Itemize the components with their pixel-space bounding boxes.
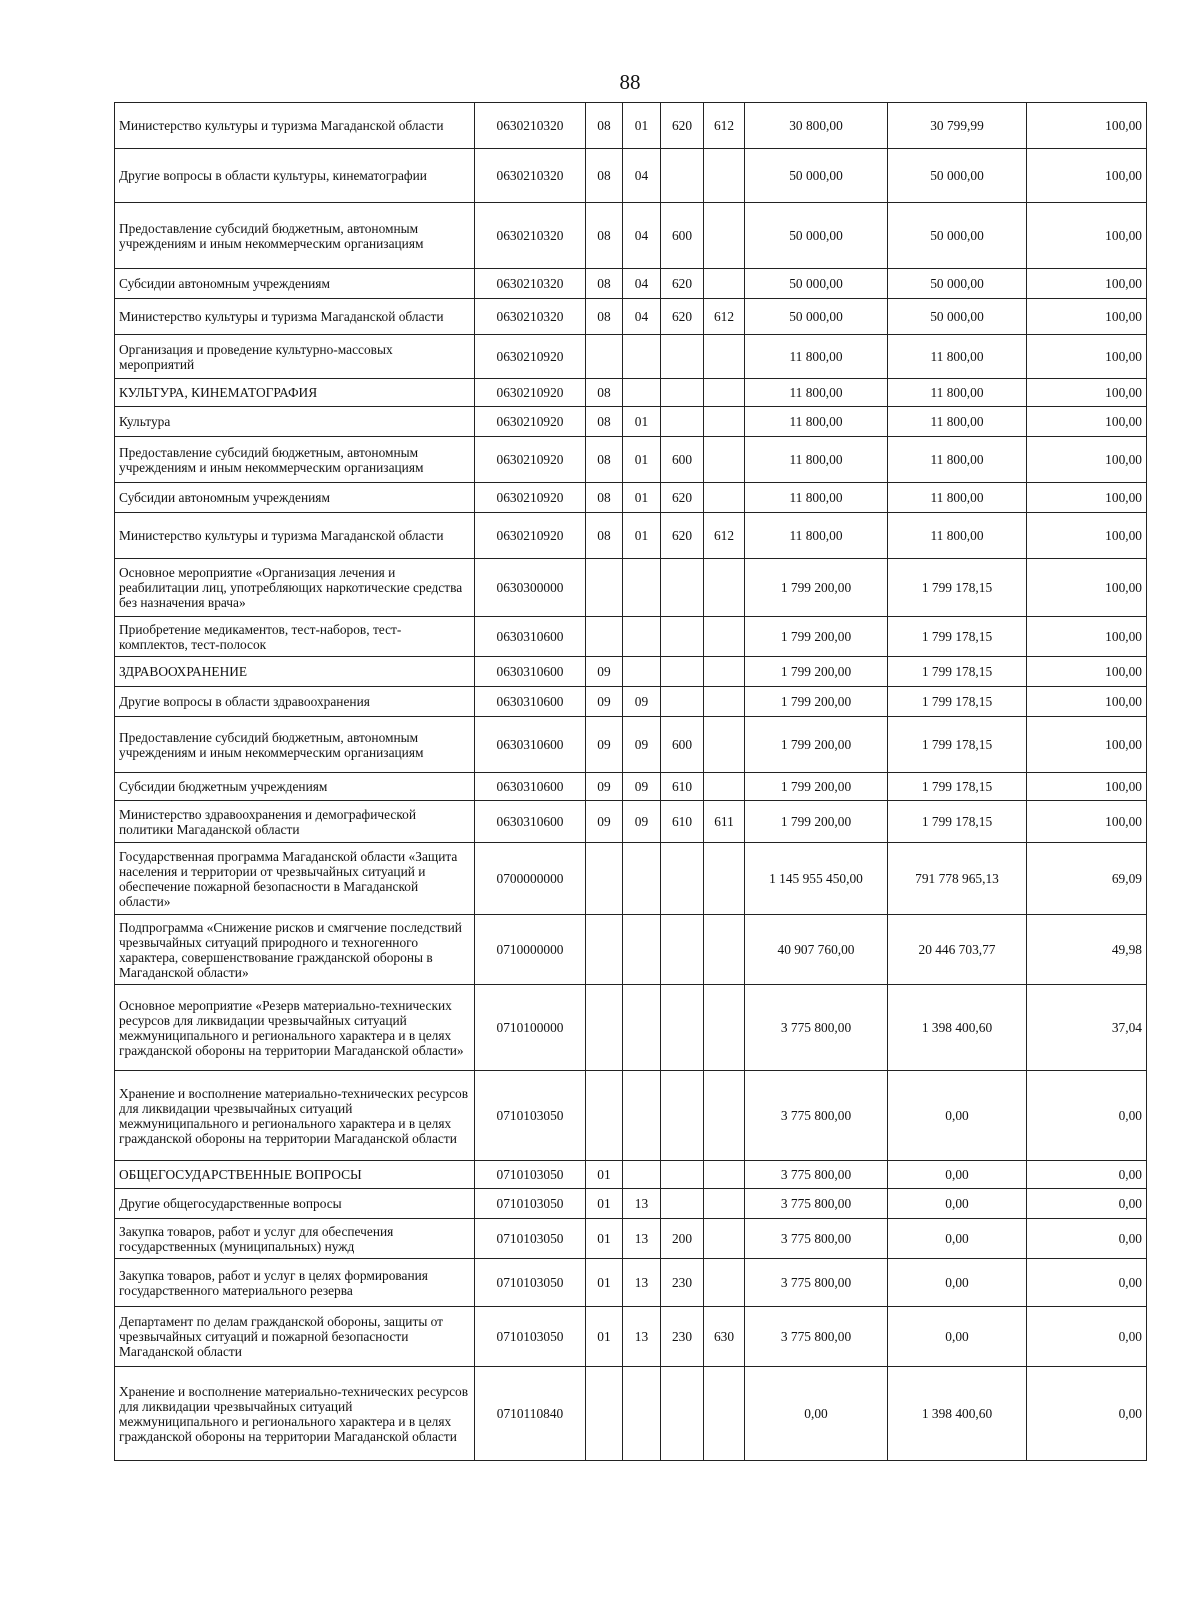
row-executed: 0,00	[888, 1189, 1027, 1219]
table-row	[115, 1071, 1147, 1161]
row-percent: 100,00	[1027, 773, 1147, 801]
row-executed: 0,00	[888, 1161, 1027, 1189]
row-planned: 3 775 800,00	[745, 1307, 888, 1367]
row-subsection: 04	[623, 269, 661, 299]
row-code: 0710000000	[475, 915, 586, 985]
row-executed: 50 000,00	[888, 299, 1027, 335]
row-section	[586, 1071, 623, 1161]
row-code: 0700000000	[475, 843, 586, 915]
row-section: 01	[586, 1307, 623, 1367]
row-planned: 1 799 200,00	[745, 617, 888, 657]
row-subsection	[623, 915, 661, 985]
row-planned: 50 000,00	[745, 269, 888, 299]
row-planned: 3 775 800,00	[745, 1161, 888, 1189]
row-section: 08	[586, 203, 623, 269]
row-section	[586, 985, 623, 1071]
row-name: Основное мероприятие «Резерв материально-технических ресурсов для ликвидации чрезвычайных ситуаций межмуниципального и регионального характера и в целях гражданской обороны на территории Магаданской области»	[115, 985, 475, 1071]
row-section: 08	[586, 149, 623, 203]
row-section: 01	[586, 1219, 623, 1259]
row-code: 0710103050	[475, 1219, 586, 1259]
row-name: Другие общегосударственные вопросы	[115, 1189, 475, 1219]
row-expense-type	[661, 379, 704, 407]
table-row	[115, 149, 1147, 203]
table-row	[115, 1367, 1147, 1461]
row-admin-code	[704, 437, 745, 483]
row-code: 0710103050	[475, 1071, 586, 1161]
row-name: Министерство культуры и туризма Магаданской области	[115, 103, 475, 149]
row-expense-type	[661, 1367, 704, 1461]
row-admin-code	[704, 1071, 745, 1161]
row-subsection	[623, 985, 661, 1071]
row-percent: 100,00	[1027, 559, 1147, 617]
row-planned: 11 800,00	[745, 483, 888, 513]
row-admin-code	[704, 1161, 745, 1189]
row-section: 09	[586, 773, 623, 801]
row-expense-type	[661, 617, 704, 657]
row-subsection: 13	[623, 1219, 661, 1259]
row-expense-type	[661, 335, 704, 379]
row-name: Субсидии автономным учреждениям	[115, 483, 475, 513]
table-row	[115, 1219, 1147, 1259]
row-subsection: 04	[623, 299, 661, 335]
row-admin-code	[704, 559, 745, 617]
row-planned: 11 800,00	[745, 407, 888, 437]
table-row	[115, 1259, 1147, 1307]
row-subsection: 13	[623, 1259, 661, 1307]
row-expense-type: 620	[661, 483, 704, 513]
row-expense-type	[661, 1189, 704, 1219]
row-admin-code	[704, 687, 745, 717]
row-name: Государственная программа Магаданской области «Защита населения и территории от чрезвычайных ситуаций и обеспечение пожарной безопасности в Магаданской области»	[115, 843, 475, 915]
row-executed: 1 799 178,15	[888, 657, 1027, 687]
row-section	[586, 559, 623, 617]
row-name: Культура	[115, 407, 475, 437]
row-executed: 11 800,00	[888, 407, 1027, 437]
table-row	[115, 483, 1147, 513]
budget-execution-table	[114, 102, 1147, 1461]
row-admin-code	[704, 1189, 745, 1219]
row-section	[586, 843, 623, 915]
row-percent: 0,00	[1027, 1259, 1147, 1307]
row-name: Закупка товаров, работ и услуг для обеспечения государственных (муниципальных) нужд	[115, 1219, 475, 1259]
row-admin-code	[704, 1259, 745, 1307]
row-percent: 100,00	[1027, 335, 1147, 379]
row-executed: 1 799 178,15	[888, 717, 1027, 773]
row-subsection	[623, 617, 661, 657]
row-name: Предоставление субсидий бюджетным, автономным учреждениям и иным некоммерческим организациям	[115, 437, 475, 483]
row-admin-code: 630	[704, 1307, 745, 1367]
row-name: Предоставление субсидий бюджетным, автономным учреждениям и иным некоммерческим организациям	[115, 717, 475, 773]
row-percent: 0,00	[1027, 1161, 1147, 1189]
row-name: ЗДРАВООХРАНЕНИЕ	[115, 657, 475, 687]
row-code: 0630310600	[475, 801, 586, 843]
row-name: Организация и проведение культурно-массовых мероприятий	[115, 335, 475, 379]
table-row	[115, 379, 1147, 407]
row-executed: 11 800,00	[888, 379, 1027, 407]
table-row	[115, 103, 1147, 149]
row-planned: 3 775 800,00	[745, 1219, 888, 1259]
row-executed: 1 799 178,15	[888, 687, 1027, 717]
row-code: 0710110840	[475, 1367, 586, 1461]
row-expense-type: 620	[661, 269, 704, 299]
row-executed: 0,00	[888, 1259, 1027, 1307]
row-percent: 37,04	[1027, 985, 1147, 1071]
row-subsection: 09	[623, 773, 661, 801]
row-percent: 100,00	[1027, 687, 1147, 717]
row-name: Предоставление субсидий бюджетным, автономным учреждениям и иным некоммерческим организациям	[115, 203, 475, 269]
row-planned: 11 800,00	[745, 437, 888, 483]
row-admin-code	[704, 985, 745, 1071]
row-planned: 0,00	[745, 1367, 888, 1461]
row-executed: 0,00	[888, 1307, 1027, 1367]
row-name: Подпрограмма «Снижение рисков и смягчение последствий чрезвычайных ситуаций природного и техногенного характера, совершенствование гражданской обороны в Магаданской области»	[115, 915, 475, 985]
row-percent: 0,00	[1027, 1219, 1147, 1259]
row-planned: 1 799 200,00	[745, 717, 888, 773]
row-expense-type: 600	[661, 203, 704, 269]
row-section: 09	[586, 801, 623, 843]
row-code: 0630210920	[475, 437, 586, 483]
table-row	[115, 437, 1147, 483]
row-percent: 100,00	[1027, 657, 1147, 687]
row-percent: 0,00	[1027, 1189, 1147, 1219]
row-name: Приобретение медикаментов, тест-наборов, тест-комплектов, тест-полосок	[115, 617, 475, 657]
row-section: 01	[586, 1259, 623, 1307]
row-admin-code	[704, 203, 745, 269]
row-percent: 100,00	[1027, 617, 1147, 657]
row-percent: 100,00	[1027, 299, 1147, 335]
row-percent: 100,00	[1027, 103, 1147, 149]
row-code: 0630310600	[475, 773, 586, 801]
row-subsection: 13	[623, 1307, 661, 1367]
row-admin-code	[704, 149, 745, 203]
row-admin-code	[704, 379, 745, 407]
row-code: 0630210320	[475, 149, 586, 203]
row-code: 0630210320	[475, 299, 586, 335]
row-section: 08	[586, 269, 623, 299]
row-admin-code	[704, 843, 745, 915]
row-code: 0630210320	[475, 203, 586, 269]
row-executed: 11 800,00	[888, 437, 1027, 483]
row-percent: 100,00	[1027, 379, 1147, 407]
row-expense-type: 620	[661, 513, 704, 559]
row-name: ОБЩЕГОСУДАРСТВЕННЫЕ ВОПРОСЫ	[115, 1161, 475, 1189]
row-planned: 50 000,00	[745, 203, 888, 269]
row-executed: 30 799,99	[888, 103, 1027, 149]
row-subsection: 04	[623, 203, 661, 269]
row-name: Хранение и восполнение материально-технических ресурсов для ликвидации чрезвычайных ситуаций межмуниципального и регионального характера и в целях гражданской обороны на территории Магаданской области	[115, 1367, 475, 1461]
row-admin-code: 612	[704, 513, 745, 559]
row-planned: 40 907 760,00	[745, 915, 888, 985]
table-row	[115, 843, 1147, 915]
table-row	[115, 773, 1147, 801]
row-executed: 791 778 965,13	[888, 843, 1027, 915]
row-expense-type: 600	[661, 437, 704, 483]
row-code: 0630310600	[475, 657, 586, 687]
table-row	[115, 687, 1147, 717]
row-planned: 3 775 800,00	[745, 1259, 888, 1307]
row-code: 0630310600	[475, 687, 586, 717]
row-code: 0630210320	[475, 269, 586, 299]
row-name: Министерство культуры и туризма Магаданской области	[115, 513, 475, 559]
table-row	[115, 203, 1147, 269]
row-admin-code	[704, 269, 745, 299]
row-code: 0630310600	[475, 717, 586, 773]
row-section: 08	[586, 379, 623, 407]
row-expense-type	[661, 407, 704, 437]
row-executed: 1 799 178,15	[888, 801, 1027, 843]
row-planned: 3 775 800,00	[745, 985, 888, 1071]
row-expense-type	[661, 559, 704, 617]
row-section: 01	[586, 1161, 623, 1189]
table-row	[115, 269, 1147, 299]
row-executed: 11 800,00	[888, 513, 1027, 559]
row-expense-type	[661, 843, 704, 915]
row-name: Закупка товаров, работ и услуг в целях формирования государственного материального резерва	[115, 1259, 475, 1307]
row-subsection: 04	[623, 149, 661, 203]
row-admin-code	[704, 717, 745, 773]
row-expense-type: 620	[661, 103, 704, 149]
row-section: 09	[586, 717, 623, 773]
row-admin-code: 612	[704, 103, 745, 149]
row-subsection: 09	[623, 687, 661, 717]
table-row	[115, 1189, 1147, 1219]
row-code: 0630310600	[475, 617, 586, 657]
row-section: 01	[586, 1189, 623, 1219]
row-section: 08	[586, 407, 623, 437]
row-percent: 100,00	[1027, 483, 1147, 513]
row-subsection: 13	[623, 1189, 661, 1219]
row-planned: 1 799 200,00	[745, 559, 888, 617]
row-executed: 50 000,00	[888, 269, 1027, 299]
row-percent: 0,00	[1027, 1367, 1147, 1461]
row-name: Основное мероприятие «Организация лечения и реабилитации лиц, употребляющих наркотические средства без назначения врача»	[115, 559, 475, 617]
table-row	[115, 657, 1147, 687]
row-name: Министерство культуры и туризма Магаданской области	[115, 299, 475, 335]
row-expense-type	[661, 149, 704, 203]
row-executed: 20 446 703,77	[888, 915, 1027, 985]
row-subsection	[623, 559, 661, 617]
row-executed: 50 000,00	[888, 149, 1027, 203]
table-row	[115, 717, 1147, 773]
row-admin-code	[704, 773, 745, 801]
row-executed: 1 398 400,60	[888, 1367, 1027, 1461]
row-admin-code	[704, 335, 745, 379]
row-code: 0630210320	[475, 103, 586, 149]
page-number: 88	[619, 70, 641, 94]
row-admin-code	[704, 483, 745, 513]
row-name: Хранение и восполнение материально-технических ресурсов для ликвидации чрезвычайных ситуаций межмуниципального и регионального характера и в целях гражданской обороны на территории Магаданской области	[115, 1071, 475, 1161]
row-subsection: 01	[623, 103, 661, 149]
table-row	[115, 407, 1147, 437]
row-section: 08	[586, 483, 623, 513]
row-section: 08	[586, 437, 623, 483]
row-subsection	[623, 379, 661, 407]
row-section: 09	[586, 687, 623, 717]
row-code: 0630210920	[475, 335, 586, 379]
table-row	[115, 801, 1147, 843]
row-admin-code	[704, 617, 745, 657]
row-planned: 50 000,00	[745, 149, 888, 203]
row-expense-type: 230	[661, 1307, 704, 1367]
table-row	[115, 985, 1147, 1071]
table-row	[115, 335, 1147, 379]
row-executed: 50 000,00	[888, 203, 1027, 269]
row-code: 0630210920	[475, 379, 586, 407]
row-executed: 11 800,00	[888, 483, 1027, 513]
row-expense-type	[661, 915, 704, 985]
row-expense-type	[661, 1161, 704, 1189]
row-executed: 1 799 178,15	[888, 559, 1027, 617]
row-subsection: 01	[623, 513, 661, 559]
row-percent: 0,00	[1027, 1307, 1147, 1367]
row-section	[586, 335, 623, 379]
row-code: 0630210920	[475, 513, 586, 559]
row-percent: 69,09	[1027, 843, 1147, 915]
row-percent: 100,00	[1027, 717, 1147, 773]
row-code: 0710103050	[475, 1259, 586, 1307]
row-section: 08	[586, 103, 623, 149]
row-percent: 100,00	[1027, 269, 1147, 299]
row-expense-type: 610	[661, 801, 704, 843]
table-row	[115, 915, 1147, 985]
row-executed: 0,00	[888, 1071, 1027, 1161]
row-subsection	[623, 1161, 661, 1189]
row-admin-code: 611	[704, 801, 745, 843]
row-planned: 3 775 800,00	[745, 1071, 888, 1161]
row-percent: 100,00	[1027, 203, 1147, 269]
table-row	[115, 617, 1147, 657]
row-name: Субсидии бюджетным учреждениям	[115, 773, 475, 801]
row-executed: 0,00	[888, 1219, 1027, 1259]
row-expense-type	[661, 985, 704, 1071]
row-planned: 3 775 800,00	[745, 1189, 888, 1219]
row-planned: 11 800,00	[745, 379, 888, 407]
row-executed: 1 799 178,15	[888, 773, 1027, 801]
row-subsection	[623, 1071, 661, 1161]
row-expense-type	[661, 687, 704, 717]
row-section	[586, 617, 623, 657]
row-name: КУЛЬТУРА, КИНЕМАТОГРАФИЯ	[115, 379, 475, 407]
row-code: 0710100000	[475, 985, 586, 1071]
table-row	[115, 559, 1147, 617]
row-section	[586, 915, 623, 985]
table-row	[115, 1161, 1147, 1189]
row-planned: 11 800,00	[745, 335, 888, 379]
row-name: Другие вопросы в области здравоохранения	[115, 687, 475, 717]
row-code: 0710103050	[475, 1189, 586, 1219]
row-percent: 100,00	[1027, 801, 1147, 843]
row-planned: 11 800,00	[745, 513, 888, 559]
row-section: 09	[586, 657, 623, 687]
row-percent: 100,00	[1027, 513, 1147, 559]
row-planned: 1 145 955 450,00	[745, 843, 888, 915]
row-planned: 30 800,00	[745, 103, 888, 149]
table-body	[115, 103, 1147, 1461]
row-name: Субсидии автономным учреждениям	[115, 269, 475, 299]
row-expense-type: 230	[661, 1259, 704, 1307]
row-section: 08	[586, 513, 623, 559]
row-planned: 50 000,00	[745, 299, 888, 335]
row-name: Другие вопросы в области культуры, кинематографии	[115, 149, 475, 203]
table-row	[115, 299, 1147, 335]
row-code: 0710103050	[475, 1161, 586, 1189]
row-executed: 11 800,00	[888, 335, 1027, 379]
row-planned: 1 799 200,00	[745, 773, 888, 801]
row-name: Департамент по делам гражданской обороны, защиты от чрезвычайных ситуаций и пожарной безопасности Магаданской области	[115, 1307, 475, 1367]
row-expense-type: 620	[661, 299, 704, 335]
row-code: 0630210920	[475, 407, 586, 437]
row-code: 0710103050	[475, 1307, 586, 1367]
row-subsection	[623, 1367, 661, 1461]
row-executed: 1 398 400,60	[888, 985, 1027, 1071]
row-percent: 49,98	[1027, 915, 1147, 985]
row-name: Министерство здравоохранения и демографической политики Магаданской области	[115, 801, 475, 843]
row-admin-code	[704, 407, 745, 437]
row-admin-code	[704, 1219, 745, 1259]
row-subsection: 01	[623, 407, 661, 437]
row-subsection: 01	[623, 437, 661, 483]
table-row	[115, 1307, 1147, 1367]
row-expense-type: 600	[661, 717, 704, 773]
row-admin-code: 612	[704, 299, 745, 335]
row-expense-type	[661, 1071, 704, 1161]
row-admin-code	[704, 657, 745, 687]
row-subsection	[623, 843, 661, 915]
row-percent: 100,00	[1027, 149, 1147, 203]
row-code: 0630300000	[475, 559, 586, 617]
row-subsection	[623, 335, 661, 379]
row-planned: 1 799 200,00	[745, 657, 888, 687]
table-row	[115, 513, 1147, 559]
row-executed: 1 799 178,15	[888, 617, 1027, 657]
row-code: 0630210920	[475, 483, 586, 513]
row-section: 08	[586, 299, 623, 335]
row-expense-type: 610	[661, 773, 704, 801]
row-planned: 1 799 200,00	[745, 687, 888, 717]
row-admin-code	[704, 915, 745, 985]
row-percent: 100,00	[1027, 437, 1147, 483]
row-subsection: 09	[623, 717, 661, 773]
row-percent: 0,00	[1027, 1071, 1147, 1161]
row-subsection	[623, 657, 661, 687]
row-planned: 1 799 200,00	[745, 801, 888, 843]
row-section	[586, 1367, 623, 1461]
row-expense-type	[661, 657, 704, 687]
row-expense-type: 200	[661, 1219, 704, 1259]
row-admin-code	[704, 1367, 745, 1461]
row-subsection: 09	[623, 801, 661, 843]
row-subsection: 01	[623, 483, 661, 513]
row-percent: 100,00	[1027, 407, 1147, 437]
